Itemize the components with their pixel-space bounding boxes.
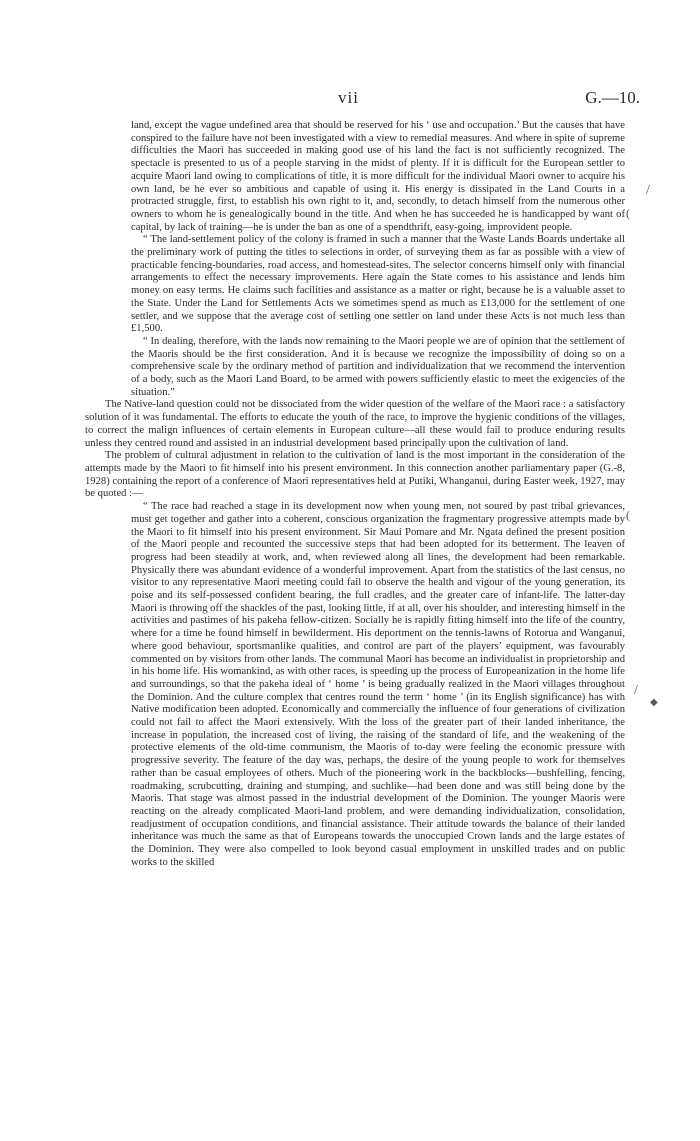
margin-pencil-mark: / — [634, 683, 638, 698]
body-text — [85, 120, 625, 869]
quoted-paragraph-land-settlement-policy: “ The land-settlement policy of the colony is framed in such a manner that the Waste Lands Boards undertake all the preliminary work of putting the titles to selections in order, of surveying them as far as possible with a view of practicable fencing-boundaries, road access, and homestead-sites. The selector concerns himself only with financial arrangements to effect the necessary improvements. Here again the State comes to his assistance and lends him money on easy terms. He claims such facilities and assistance as a matter or right, because he is a valuable asset to the State. Under the Land for Settlements Acts we sometimes spend as much as £13,000 for the settlement of one settler, and we suppose that the average cost of settling one settler on land under these Acts is not much less than £1,500. — [131, 234, 625, 335]
page-header — [0, 88, 700, 110]
quoted-paragraph-settlement-of-maoris: “ In dealing, therefore, with the lands now remaining to the Maori people we are of opinion that the settlement of the Maoris should be the first consideration. And it is because we recognize the impossibility of doing so on a comprehensive scale by the ordinary method of partition and individualization that we recommend the intervention of a body, such as the Maori Land Board, to be armed with powers sufficiently elastic to meet the exigencies of the situation.” — [131, 335, 625, 398]
page-number: vii — [338, 88, 359, 107]
paragraph-native-land-question: The Native-land question could not be dissociated from the wider question of the welfare of the Maori race : a satisfactory solution of it was fundamental. The efforts to educate the youth of the race, to improve the hygienic conditions of the villages, to correct the malign influences of certain elements in European culture—all these would fail to produce enduring results unless they centred round and assisted in an industrial development based principally upon the cultivation of land. — [85, 399, 625, 449]
margin-pencil-mark: ( — [626, 206, 630, 220]
margin-pencil-mark: ◆ — [650, 697, 658, 708]
margin-pencil-mark: / — [646, 183, 650, 198]
quoted-paragraph-land-failure: land, except the vague undefined area that should be reserved for his ‘ use and occupation.’ But the causes that have conspired to the failure have not been investigated with a view to remedial measures. And where in spite of supreme difficulties the Maori has succeeded in making good use of his land the fact is not sufficiently recognized. The spectacle is presented to us of a people starving in the midst of plenty. If it is difficult for the European settler to acquire Maori land owing to complications of title, it is more difficult for the individual Maori owner to acquire his own land, be he ever so ambitious and capable of using it. His energy is dissipated in the Land Courts in a protracted struggle, first, to establish his own right to it, and, secondly, to detach himself from the numerous other owners to whom he is genealogically bound in the title. And when he has succeeded he is handicapped by want of capital, by lack of training—he is under the ban as one of a spendthrift, easy-going, improvident people. — [131, 120, 625, 233]
document-reference: G.—10. — [585, 88, 640, 107]
margin-pencil-mark: ( — [626, 508, 630, 522]
quoted-paragraph-putiki-conference: “ The race had reached a stage in its development now when young men, not soured by past tribal grievances, must get together and gather into a coherent, conscious organization the fragmentary progressive attempts made by the Maori to fit himself into his present environment. Sir Maui Pomare and Mr. Ngata defined the present position of the Maori people and recounted the successive steps that had been adopted for its betterment. The leaven of progress had been steadily at work, and, when reviewed along all lines, the development had been remarkable. Physically there was abundant evidence of a wonderful improvement. Apart from the statistics of the last census, no visitor to any representative Maori meeting could fail to observe the health and vigour of the young generation, its poise and its self-possessed confident bearing, the full cradles, and the greater care of infant-life. The latter-day Maori is throwing off the shackles of the past, looking little, if at all, over his shoulder, and interesting himself in the activities and pastimes of his pakeha fellow-citizen. Socially he is rapidly fitting himself into the life of the country, where for a time he found himself in bewilderment. His deportment on the tennis-lawns of Rotorua and Wanganui, where good behaviour, sportsmanlike qualities, and control are part of the players’ equipment, was favourably commented on by visitors from other lands. The communal Maori has become an individualist in proprietorship and in his home life. His womankind, as with other races, is speeding up the process of Europeanization in the home life and surroundings, so that the pakeha ideal of ‘ home ’ is being gradually realized in the Maori villages throughout the Dominion. And the culture complex that centres round the term ‘ home ’ (in its English significance) has with Native modification been adopted. Economically and commercially the influence of four generations of civilization could not fail to affect the Maori extensively. With the loss of the greater part of their landed inheritance, the increase in population, the increased cost of living, the raising of the standard of life, and the weakening of the protective elements of the old-time communism, the Maoris of to-day were feeling the economic pressure with progressive severity. The feature of the day was, perhaps, the desire of the young people to work for themselves rather than be casual employees of others. Much of the pioneering work in the backblocks—bushfelling, fencing, roadmaking, scrubcutting, draining and stumping, and suchlike—had been done and was still being done by the Maoris. That stage was almost passed in the industrial development of the Dominion. The younger Maoris were reacting on the already complicated Maori-land problem, and were demanding individualization, consolidation, readjustment of occupation conditions, and financial assistance. Their attitude towards the balance of their landed inheritance was much the same as that of Europeans towards the unoccupied Crown lands and the large estates of the Dominion. They were also compelled to look beyond casual employment in unskilled trades and on public works to the skilled — [131, 501, 625, 868]
paragraph-cultural-adjustment: The problem of cultural adjustment in relation to the cultivation of land is the most important in the consideration of the attempts made by the Maori to fit himself into his present environment. In this connection another parliamentary paper (G.-8, 1928) containing the report of a conference of Maori representatives held at Putiki, Whanganui, during Easter week, 1927, may be quoted :— — [85, 450, 625, 500]
